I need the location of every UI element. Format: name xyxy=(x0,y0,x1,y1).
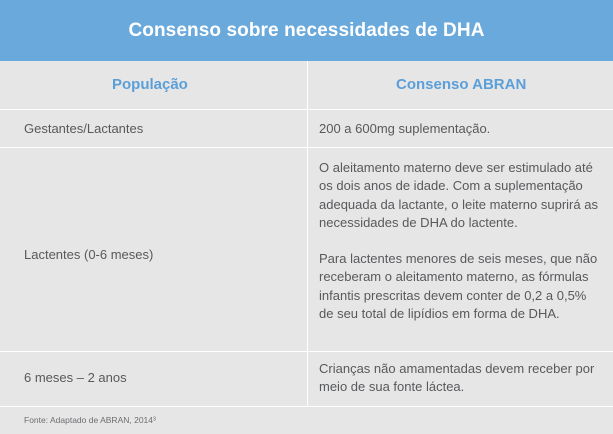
table-row xyxy=(0,352,613,407)
row-population: 6 meses – 2 anos xyxy=(24,370,127,385)
table-row xyxy=(0,148,613,352)
row-population: Lactentes (0-6 meses) xyxy=(24,247,154,262)
row-consensus xyxy=(319,120,604,138)
consensus-paragraph: O aleitamento materno deve ser estimulado até os dois anos de idade. Com a suplementação adequada da lactante, o leite materno suprirá as necessidades de DHA do lactente. xyxy=(319,160,598,230)
table-row xyxy=(0,110,613,148)
consensus-paragraph: 200 a 600mg suplementação. xyxy=(319,121,491,136)
table-title-bar xyxy=(0,0,613,61)
source-note: Fonte: Adaptado de ABRAN, 2014³ xyxy=(24,415,156,425)
table-title: Consenso sobre necessidades de DHA xyxy=(128,19,485,41)
header-population: População xyxy=(112,76,188,93)
consensus-paragraph: Para lactentes menores de seis meses, que não receberam o aleitamento materno, as fórmulas infantis prescritas devem conter de 0,2 a 0,5% de seu total de lipídios em forma de DHA. xyxy=(319,251,598,322)
row-population: Gestantes/Lactantes xyxy=(24,121,144,136)
consensus-paragraph: Crianças não amamentadas devem receber por meio de sua fonte láctea. xyxy=(319,361,595,395)
row-consensus xyxy=(319,360,604,397)
header-row xyxy=(0,61,613,110)
header-consensus: Consenso ABRAN xyxy=(396,76,527,93)
row-consensus xyxy=(319,159,604,323)
